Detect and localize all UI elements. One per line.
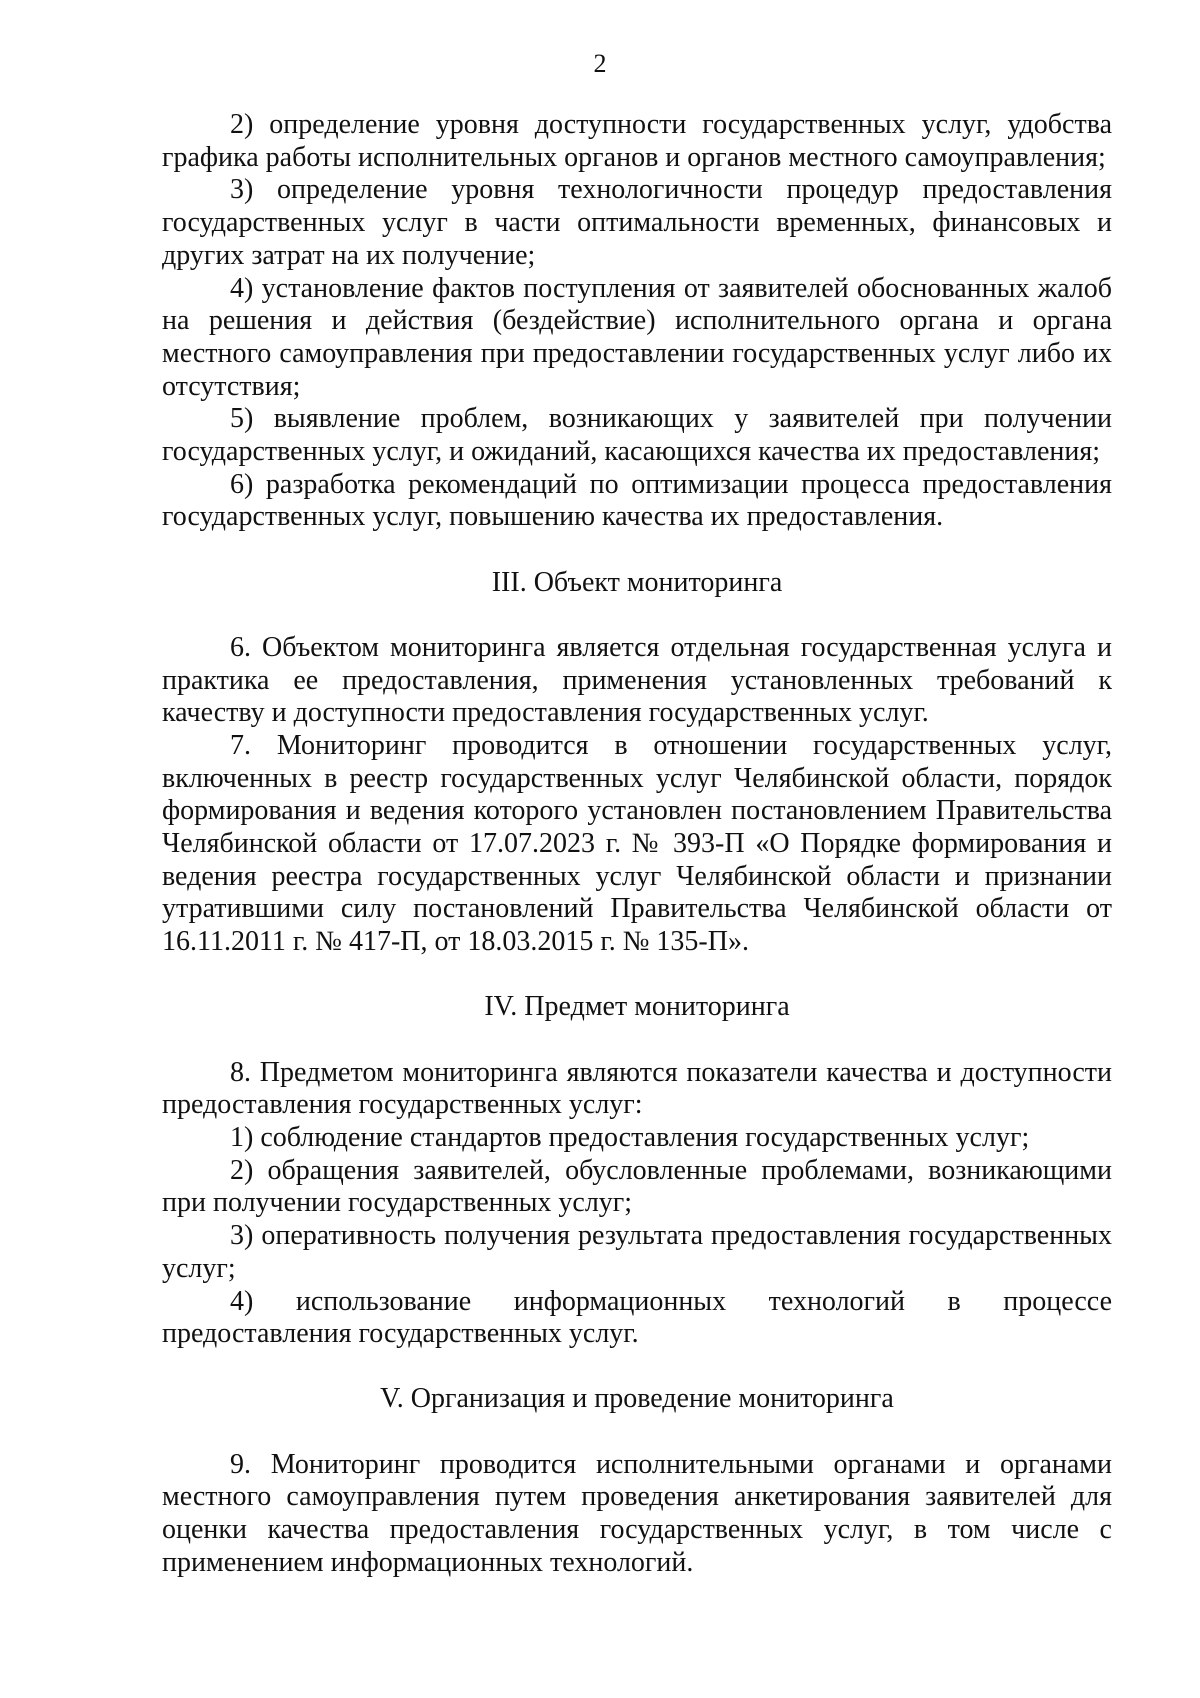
page-number: 2 xyxy=(593,49,607,78)
paragraph-8-item-3: 3) оперативность получения результата предоставления государственных услуг; xyxy=(162,1220,1112,1284)
paragraph-item-5: 5) выявление проблем, возникающих у заявителей при получении государственных услуг, и ожиданий, касающихся качества их предоставления; xyxy=(162,403,1112,468)
section-heading-iv: IV. Предмет мониторинга xyxy=(484,991,790,1023)
paragraph-8-item-2: 2) обращения заявителей, обусловленные проблемами, возникающими при получении государственных услуг; xyxy=(162,1154,1112,1219)
section-heading-iii: III. Объект мониторинга xyxy=(491,566,783,598)
document-body xyxy=(162,109,1112,1579)
paragraph-item-3: 3) определение уровня технологичности процедур предоставления государственных услуг в части оптимальности временных, финансовых и других затрат на их получение; xyxy=(162,174,1112,271)
section-gap xyxy=(162,1024,1112,1057)
paragraph-6: 6. Объектом мониторинга является отдельная государственная услуга и практика ее предоставления, применения установленных требований к качеству и доступности предоставления государственных услуг. xyxy=(162,631,1112,729)
paragraph-8-item-4: 4) использование информационных технологий в процессе предоставления государственных услуг. xyxy=(162,1285,1112,1350)
section-gap xyxy=(162,1351,1112,1384)
paragraph-9: 9. Мониторинг проводится исполнительными органами и органами местного самоуправления путем проведения анкетирования заявителей для оценки качества предоставления государственных услуг, в том числе с применением информационных технологий. xyxy=(162,1448,1112,1578)
section-gap xyxy=(162,599,1112,632)
section-gap xyxy=(162,1416,1112,1449)
section-gap xyxy=(162,959,1112,992)
section-heading-v: V. Организация и проведение мониторинга xyxy=(380,1383,894,1415)
paragraph-8-item-1: 1) соблюдение стандартов предоставления государственных услуг; xyxy=(230,1121,1030,1153)
paragraph-8: 8. Предметом мониторинга являются показатели качества и доступности предоставления государственных услуг: xyxy=(162,1056,1112,1121)
paragraph-item-4: 4) установление фактов поступления от заявителей обоснованных жалоб на решения и действия (бездействие) исполнительного органа и органа местного самоуправления при предоставлении государственных услуг либо их отсутствия; xyxy=(162,272,1112,402)
paragraph-7: 7. Мониторинг проводится в отношении государственных услуг, включенных в реестр государственных услуг Челябинской области, порядок формирования и ведения которого установлен постановлением Правительства Челябинской области от 17.07.2023 г. № 393-П «О Порядке формирования и ведения реестра государственных услуг Челябинской области и признании утратившими силу постановлений Правительства Челябинской области от 16.11.2011 г. № 417-П, от 18.03.2015 г. № 135-П». xyxy=(162,729,1112,958)
section-gap xyxy=(162,534,1112,567)
paragraph-item-6: 6) разработка рекомендаций по оптимизации процесса предоставления государственных услуг, повышению качества их предоставления. xyxy=(162,468,1112,533)
paragraph-item-2: 2) определение уровня доступности государственных услуг, удобства графика работы исполнительных органов и органов местного самоуправления; xyxy=(162,109,1112,173)
